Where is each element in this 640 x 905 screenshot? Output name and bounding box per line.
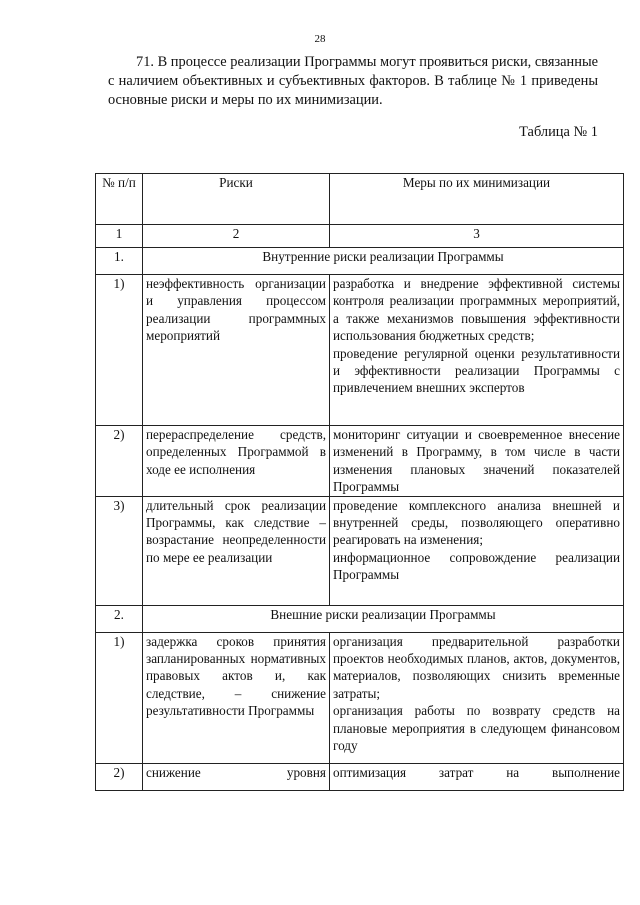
section-row (96, 605, 624, 632)
header-measures: Меры по их минимизации (330, 174, 624, 225)
page-number: 28 (314, 33, 326, 45)
table-row (96, 763, 624, 790)
table-row (96, 275, 624, 426)
table-header-row (96, 174, 624, 225)
section-number: 2. (96, 605, 143, 632)
measure-item: организация работы по возврату средств на плановые мероприятия в следующем финансовом году (333, 703, 620, 754)
column-index-row (96, 225, 624, 248)
table-caption: Таблица № 1 (519, 124, 598, 140)
risks-table (95, 173, 624, 791)
measure-item: оптимизация затрат на выполнение (333, 764, 620, 780)
row-number: 2) (96, 763, 143, 790)
column-index: 3 (330, 225, 624, 248)
row-number: 1) (96, 632, 143, 763)
section-title: Внешние риски реализации Программы (143, 605, 624, 632)
section-number: 1. (96, 248, 143, 275)
measure-item: разработка и внедрение эффективной системы контроля реализации программных мероприятий, а также механизмов повышения эффективности использования бюджетных средств; (333, 276, 620, 344)
table-row (96, 632, 624, 763)
row-number: 3) (96, 496, 143, 605)
measures-cell (330, 496, 624, 605)
measure-item: организация предварительной разработки проектов необходимых планов, актов, документов, материалов, позволяющих снизить временные затраты; (333, 633, 620, 701)
measure-item: мониторинг ситуации и своевременное внесение изменений в Программу, в том числе в части изменения плановых значений показателей Программы (333, 427, 620, 495)
section-title: Внутренние риски реализации Программы (143, 248, 624, 275)
row-number: 1) (96, 275, 143, 426)
intro-paragraph: 71. В процессе реализации Программы могут проявиться риски, связанные с наличием объективных и субъективных факторов. В таблице № 1 приведены основные риски и меры по их минимизации. (108, 54, 598, 108)
measures-cell (330, 763, 624, 790)
measure-item: проведение комплексного анализа внешней и внутренней среды, позволяющего оперативно реагировать на изменения; (333, 497, 620, 548)
column-index: 1 (96, 225, 143, 248)
header-risks: Риски (143, 174, 330, 225)
table-row (96, 426, 624, 497)
risk-cell: задержка сроков принятия запланированных нормативных правовых актов и, как следствие, – снижение результативности Программы (143, 632, 330, 763)
risk-cell: длительный срок реализации Программы, как следствие – возрастание неопределенности по мере ее реализации (143, 496, 330, 605)
table-row (96, 496, 624, 605)
measure-item: информационное сопровождение реализации Программы (333, 549, 620, 583)
measures-cell (330, 632, 624, 763)
header-num: № п/п (96, 174, 143, 225)
risk-cell: перераспределение средств, определенных Программой в ходе ее исполнения (143, 426, 330, 497)
row-number: 2) (96, 426, 143, 497)
risk-cell: снижение уровня (143, 763, 330, 790)
measure-item: проведение регулярной оценки результативности и эффективности реализации Программы с привлечением внешних экспертов (333, 345, 620, 396)
measures-cell (330, 426, 624, 497)
risk-cell: неэффективность организации и управления процессом реализации программных мероприятий (143, 275, 330, 426)
section-row (96, 248, 624, 275)
measures-cell (330, 275, 624, 426)
column-index: 2 (143, 225, 330, 248)
